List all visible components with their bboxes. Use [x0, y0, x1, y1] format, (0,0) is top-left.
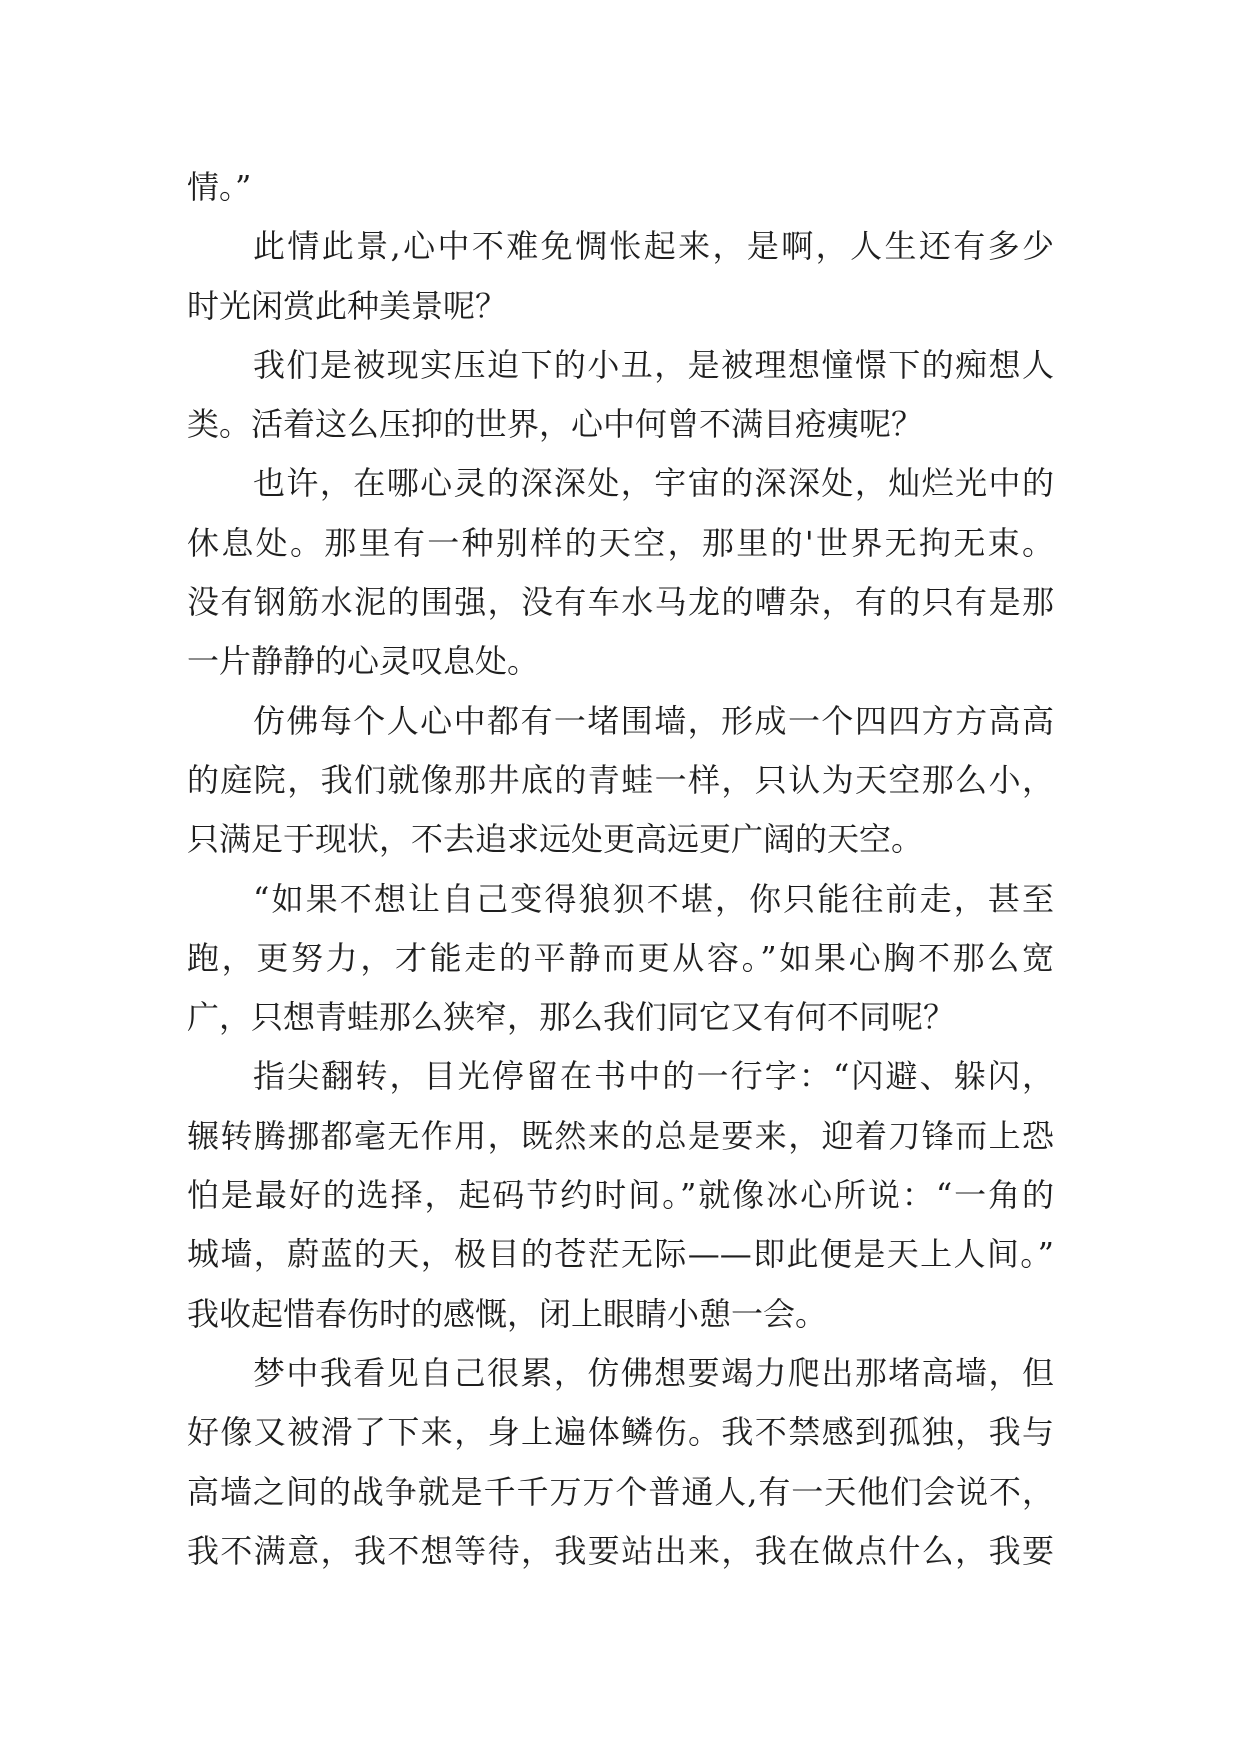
text-line: 也许，在哪心灵的深深处，宇宙的深深处，灿烂光中的 [253, 464, 1054, 503]
paragraph [187, 336, 1054, 455]
text-line: 我不满意，我不想等待，我要站出来，我在做点什么，我要 [187, 1531, 1054, 1570]
paragraph [187, 692, 1054, 870]
paragraph [187, 454, 1054, 691]
paragraph [187, 158, 1054, 217]
paragraph [187, 1344, 1054, 1581]
paragraph [187, 1047, 1054, 1343]
text-line: 的庭院，我们就像那井底的青蛙一样，只认为天空那么小， [187, 760, 1054, 799]
text-line: 一片静静的心灵叹息处。 [187, 642, 540, 681]
text-line: 城墙，蔚蓝的天，极目的苍茫无际——即此便是天上人间。” [187, 1235, 1054, 1274]
text-line: 此情此景,心中不难免惆怅起来，是啊，人生还有多少 [253, 227, 1054, 266]
text-line: 怕是最好的选择，起码节约时间。”就像冰心所说：“一角的 [187, 1176, 1054, 1215]
text-line: 广，只想青蛙那么狭窄，那么我们同它又有何不同呢？ [187, 998, 956, 1037]
text-line: 辗转腾挪都毫无作用，既然来的总是要来，迎着刀锋而上恐 [187, 1116, 1054, 1155]
text-line: 没有钢筋水泥的围强，没有车水马龙的嘈杂，有的只有是那 [187, 583, 1054, 622]
text-line: 跑，更努力，才能走的平静而更从容。”如果心胸不那么宽 [187, 938, 1054, 977]
text-line: 只满足于现状，不去追求远处更高远更广阔的天空。 [187, 820, 924, 859]
paragraph [187, 217, 1054, 336]
text-line: 时光闲赏此种美景呢？ [187, 286, 508, 325]
text-line: 我收起惜春伤时的感慨，闭上眼睛小憩一会。 [187, 1294, 828, 1333]
text-line: 休息处。那里有一种别样的天空，那里的'世界无拘无束。 [187, 523, 1054, 562]
text-line: 类。活着这么压抑的世界，心中何曾不满目疮痍呢？ [187, 405, 924, 444]
document-body [187, 158, 1054, 1581]
text-line: 梦中我看见自己很累，仿佛想要竭力爬出那堵高墙，但 [253, 1353, 1054, 1392]
paragraph [187, 870, 1054, 1048]
text-line: 我们是被现实压迫下的小丑，是被理想憧憬下的痴想人 [253, 345, 1054, 384]
text-line: 高墙之间的战争就是千千万万个普通人,有一天他们会说不， [187, 1472, 1054, 1511]
text-line: 好像又被滑了下来，身上遍体鳞伤。我不禁感到孤独，我与 [187, 1413, 1054, 1452]
text-line: 仿佛每个人心中都有一堵围墙，形成一个四四方方高高 [253, 701, 1054, 740]
text-line: 指尖翻转，目光停留在书中的一行字：“闪避、躲闪， [253, 1057, 1054, 1096]
text-line: “如果不想让自己变得狼狈不堪，你只能往前走，甚至 [253, 879, 1054, 918]
text-line: 情。” [187, 168, 252, 206]
